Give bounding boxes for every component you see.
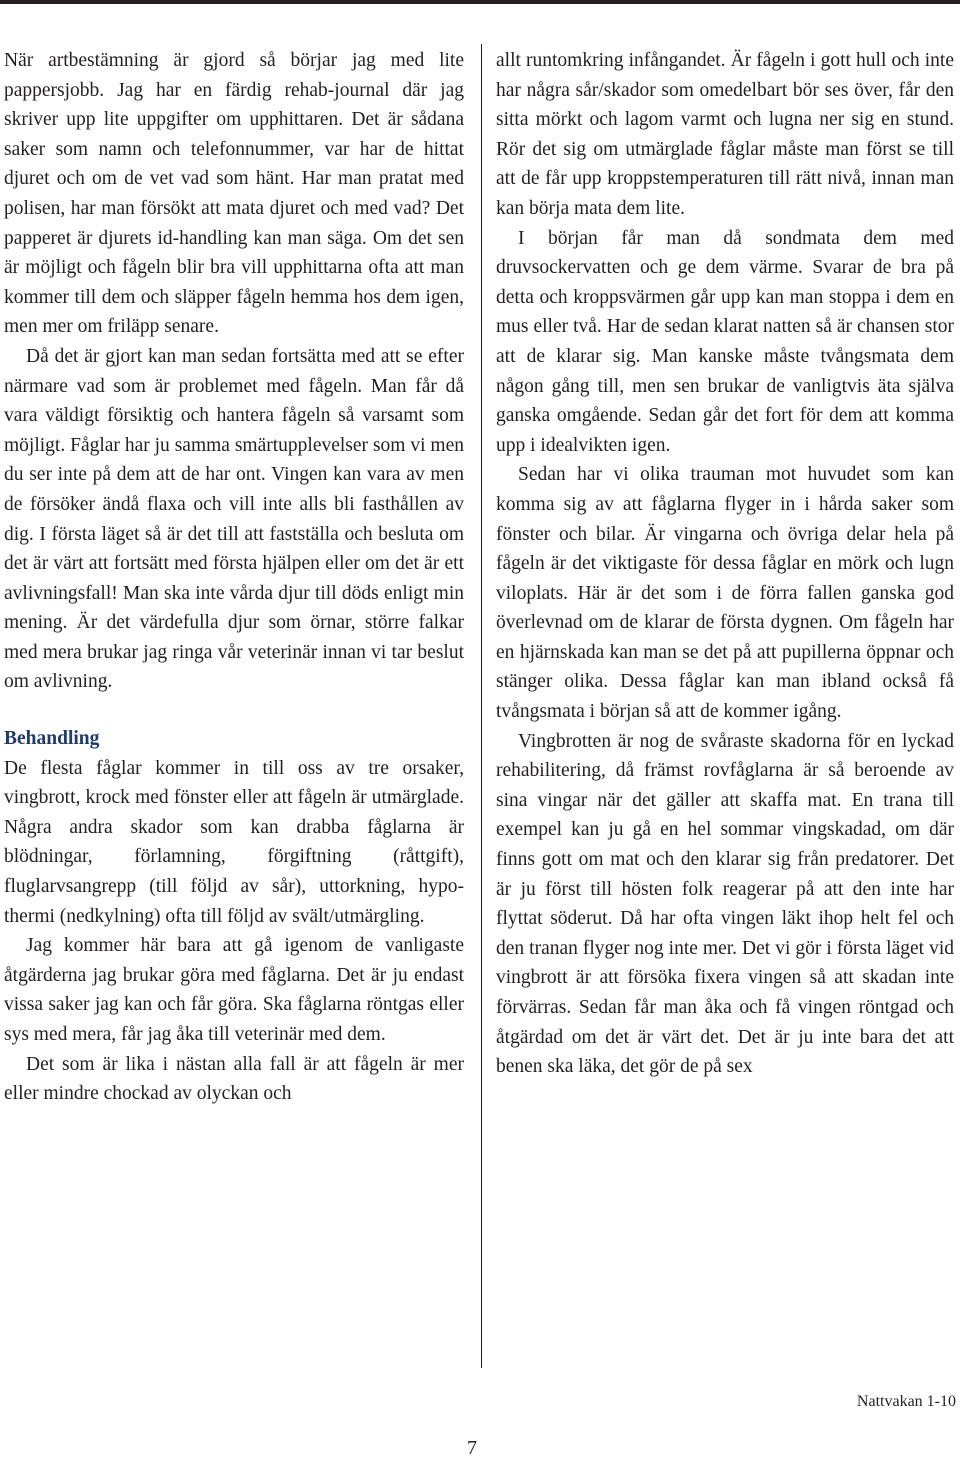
left-column — [4, 46, 464, 1109]
column-divider — [481, 44, 482, 1368]
body-paragraph: Sedan har vi olika trauman mot huvudet som kan komma sig av att fåglarna flyger in i hårda saker som fönster och bilar. Är vingarna och övriga delar hela på fågeln är det viktigaste för dessa fåglar en mörk och lugn viloplats. Här är det som i de förra fallen ganska god överlevnad om de klarar de första dygnen. Om fågeln har en hjärnskada kan man se det på att pupillerna öppnar och stänger olika. Dessa fåglar kan man ibland också få tvångsmata i början så att de kommer igång. — [496, 464, 954, 723]
page-number: 7 — [467, 1437, 477, 1459]
publication-title: Nattvakan 1-10 — [856, 1393, 956, 1410]
top-rule — [0, 0, 960, 4]
body-paragraph: allt runtomkring infångandet. Är fågeln i gott hull och inte har några sår/skador som omedelbart bör ses över, får den sitta mörkt och lagom varmt och lugna ner sig en stund. Rör det sig om utmärglade fåglar måste man först se till att de får upp kroppstemperaturen till rätt nivå, innan man kan börja mata dem lite. — [496, 50, 954, 219]
body-paragraph: Vingbrotten är nog de svåraste skadorna för en lyckad rehabilitering, då främst rovfåglarna är så beroende av sina vingar när det gäller att skaffa mat. En trana till exempel kan ju gå en hel sommar vingskadad, om där finns gott om mat och den klarar sig från predatorer. Det är ju först till hösten folk reagerar på att den inte har flyttat söderut. Då har ofta vingen läkt ihop helt fel och den tranan flyger nog inte mer. Det vi gör i första läget vid vingbrott är att försöka fixera vingen så att skadan inte förvärras. Sedan får man åka och få vingen röntgad och åtgärdad om det är värt det. Det är ju inte bara det att benen ska läka, det gör de på sex — [496, 730, 954, 1078]
body-paragraph: De flesta fåglar kommer in till oss av tre orsaker, vingbrott, krock med fönster eller att fågeln är utmärglade. Några andra skador som kan drabba fåglarna är blödningar, förlamning, förgiftning (råttgift), fluglarvsangrepp (till följd av sår), uttorkning, hypo-thermi (nedkylning) ofta till följd av svält/utmärgling. — [4, 757, 464, 927]
body-paragraph: Jag kommer här bara att gå igenom de vanligaste åtgärderna jag brukar göra med fåglarna. Det är ju endast vissa saker jag kan och får göra. Ska fåglarna röntgas eller sys med mera, får jag åka till veterinär med dem. — [4, 935, 464, 1045]
body-paragraph: Det som är lika i nästan alla fall är att fågeln är mer eller mindre chockad av olyckan och — [4, 1053, 464, 1105]
body-paragraph: Då det är gjort kan man sedan fortsätta med att se efter närmare vad som är problemet med fågeln. Man får då vara väldigt försiktig och hantera fågeln så varsamt som möjligt. Fåglar har ju samma smärtupplevelser som vi men du ser inte på dem att de har ont. Vingen kan vara av men de försöker ändå flaxa och vill inte alls bli fasthållen av dig. I första läget så är det till att fastställa och besluta om det är värt att fortsätt med första hjälpen eller om det är ett avlivningsfall! Man ska inte vårda djur till döds enligt min mening. Är det värdefulla djur som örnar, större falkar med mera brukar jag ringa vår veterinär innan vi tar beslut om avlivning. — [4, 345, 464, 693]
right-column — [496, 46, 954, 1082]
body-paragraph: När artbestämning är gjord så börjar jag med lite pappersjobb. Jag har en färdig rehab-journal där jag skriver upp lite uppgifter om upphittaren. Det är sådana saker som namn och telefonnummer, var har de hittat djuret och om de vet vad som hänt. Har man pratat med polisen, har man försökt att mata djuret och med vad? Det papperet är djurets id-handling kan man säga. Om det sen är möjligt och fågeln blir bra vill upphittarna ofta att man kommer till dem och släpper fågeln hemma hos dem igen, men mer om friläpp senare. — [4, 50, 464, 338]
section-heading: Behandling — [4, 728, 100, 750]
body-paragraph: I början får man då sondmata dem med druvsockervatten och ge dem värme. Svarar de bra på detta och kroppsvärmen går upp kan man stoppa i dem en mus eller två. Har de sedan klarat natten så är chansen stor att de klarar sig. Man kanske måste tvångsmata dem någon gång till, men sen brukar de vanligtvis äta själva ganska omgående. Sedan går det fort för dem att komma upp i idealvikten igen. — [496, 227, 954, 456]
